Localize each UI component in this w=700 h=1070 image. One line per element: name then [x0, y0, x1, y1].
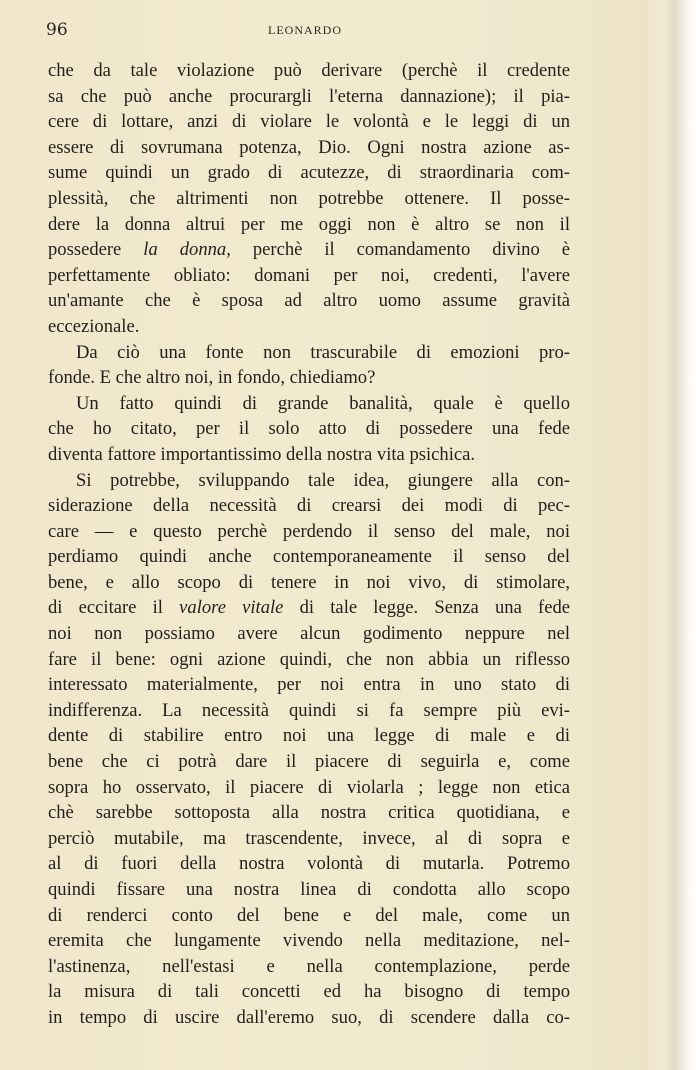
page-header	[46, 20, 572, 42]
text-line: Da ciò una fonte non trascurabile di emozioni pro-	[76, 341, 570, 363]
text-line: plessità, che altrimenti non potrebbe ottenere. Il posse-	[48, 187, 570, 209]
text-line: indifferenza. La necessità quindi si fa sempre più evi-	[48, 699, 570, 721]
text-line: essere di sovrumana potenza, Dio. Ogni nostra azione as-	[48, 136, 570, 158]
text-line: sopra ho osservato, il piacere di violarla ; legge non etica	[48, 776, 570, 798]
page-edge-shadow	[664, 0, 700, 1070]
text-line: al di fuori della nostra volontà di mutarla. Potremo	[48, 853, 570, 875]
italic-phrase: valore vitale	[179, 597, 284, 619]
text-line: in tempo di uscire dall'eremo suo, di scendere dalla co-	[48, 1006, 570, 1028]
text-line: perdiamo quindi anche contemporaneamente il senso del	[48, 546, 570, 568]
text-line: possedere la donna, perchè il comandamento divino è	[48, 239, 570, 261]
text-line: quindi fissare una nostra linea di condotta allo scopo	[48, 879, 570, 900]
text-line: Un fatto quindi di grande banalità, quale è quello	[76, 392, 570, 414]
text-line: sa che può anche procurargli l'eterna dannazione); il pia-	[48, 85, 570, 107]
text-line: fonde. E che altro noi, in fondo, chiediamo?	[48, 367, 376, 389]
page-number: 96	[46, 20, 68, 40]
text-line: eremita che lungamente vivendo nella meditazione, nel-	[48, 930, 570, 952]
text-line: l'astinenza, nell'estasi e nella contemplazione, perde	[48, 955, 570, 977]
text-line: diventa fattore importantissimo della nostra vita psichica.	[48, 443, 476, 465]
text-line: che ho citato, per il solo atto di possedere una fede	[48, 418, 570, 440]
text-line: interessato materialmente, per noi entra in uno stato di	[48, 674, 570, 696]
text-line: di renderci conto del bene e del male, come un	[48, 904, 570, 926]
text-line: di eccitare il valore vitale di tale legge. Senza una fede	[48, 597, 570, 619]
italic-phrase: la donna,	[143, 239, 231, 261]
text-line: dente di stabilire entro noi una legge di male e di	[48, 725, 570, 747]
text-line: bene che ci potrà dare il piacere di seguirla e, come	[48, 751, 570, 773]
running-head: LEONARDO	[268, 23, 342, 37]
text-line: siderazione della necessità di crearsi dei modi di pec-	[48, 495, 570, 517]
text-line: care — e questo perchè perdendo il senso del male, noi	[48, 520, 570, 542]
text-line: dere la donna altrui per me oggi non è altro se non il	[48, 213, 570, 235]
text-line: noi non possiamo avere alcun godimento neppure nel	[48, 623, 570, 645]
text-line: la misura di tali concetti ed ha bisogno di tempo	[48, 981, 570, 1003]
text-line: Si potrebbe, sviluppando tale idea, giungere alla con-	[76, 469, 570, 491]
text-line: sume quindi un grado di acutezze, di straordinaria com-	[48, 162, 570, 184]
text-line: fare il bene: ogni azione quindi, che non abbia un riflesso	[48, 648, 570, 670]
body-text	[48, 58, 570, 1031]
text-line: eccezionale.	[48, 315, 140, 337]
text-line: che da tale violazione può derivare (perchè il credente	[48, 60, 570, 81]
text-line: perciò mutabile, ma trascendente, invece, al di sopra e	[48, 827, 570, 849]
text-line: cere di lottare, anzi di violare le volontà e le leggi di un	[48, 111, 570, 133]
text-line: chè sarebbe sottoposta alla nostra critica quotidiana, e	[48, 802, 570, 824]
text-line: un'amante che è sposa ad altro uomo assume gravità	[48, 290, 570, 312]
text-line: bene, e allo scopo di tenere in noi vivo, di stimolare,	[48, 571, 570, 593]
text-line: perfettamente obliato: domani per noi, credenti, l'avere	[48, 264, 570, 286]
